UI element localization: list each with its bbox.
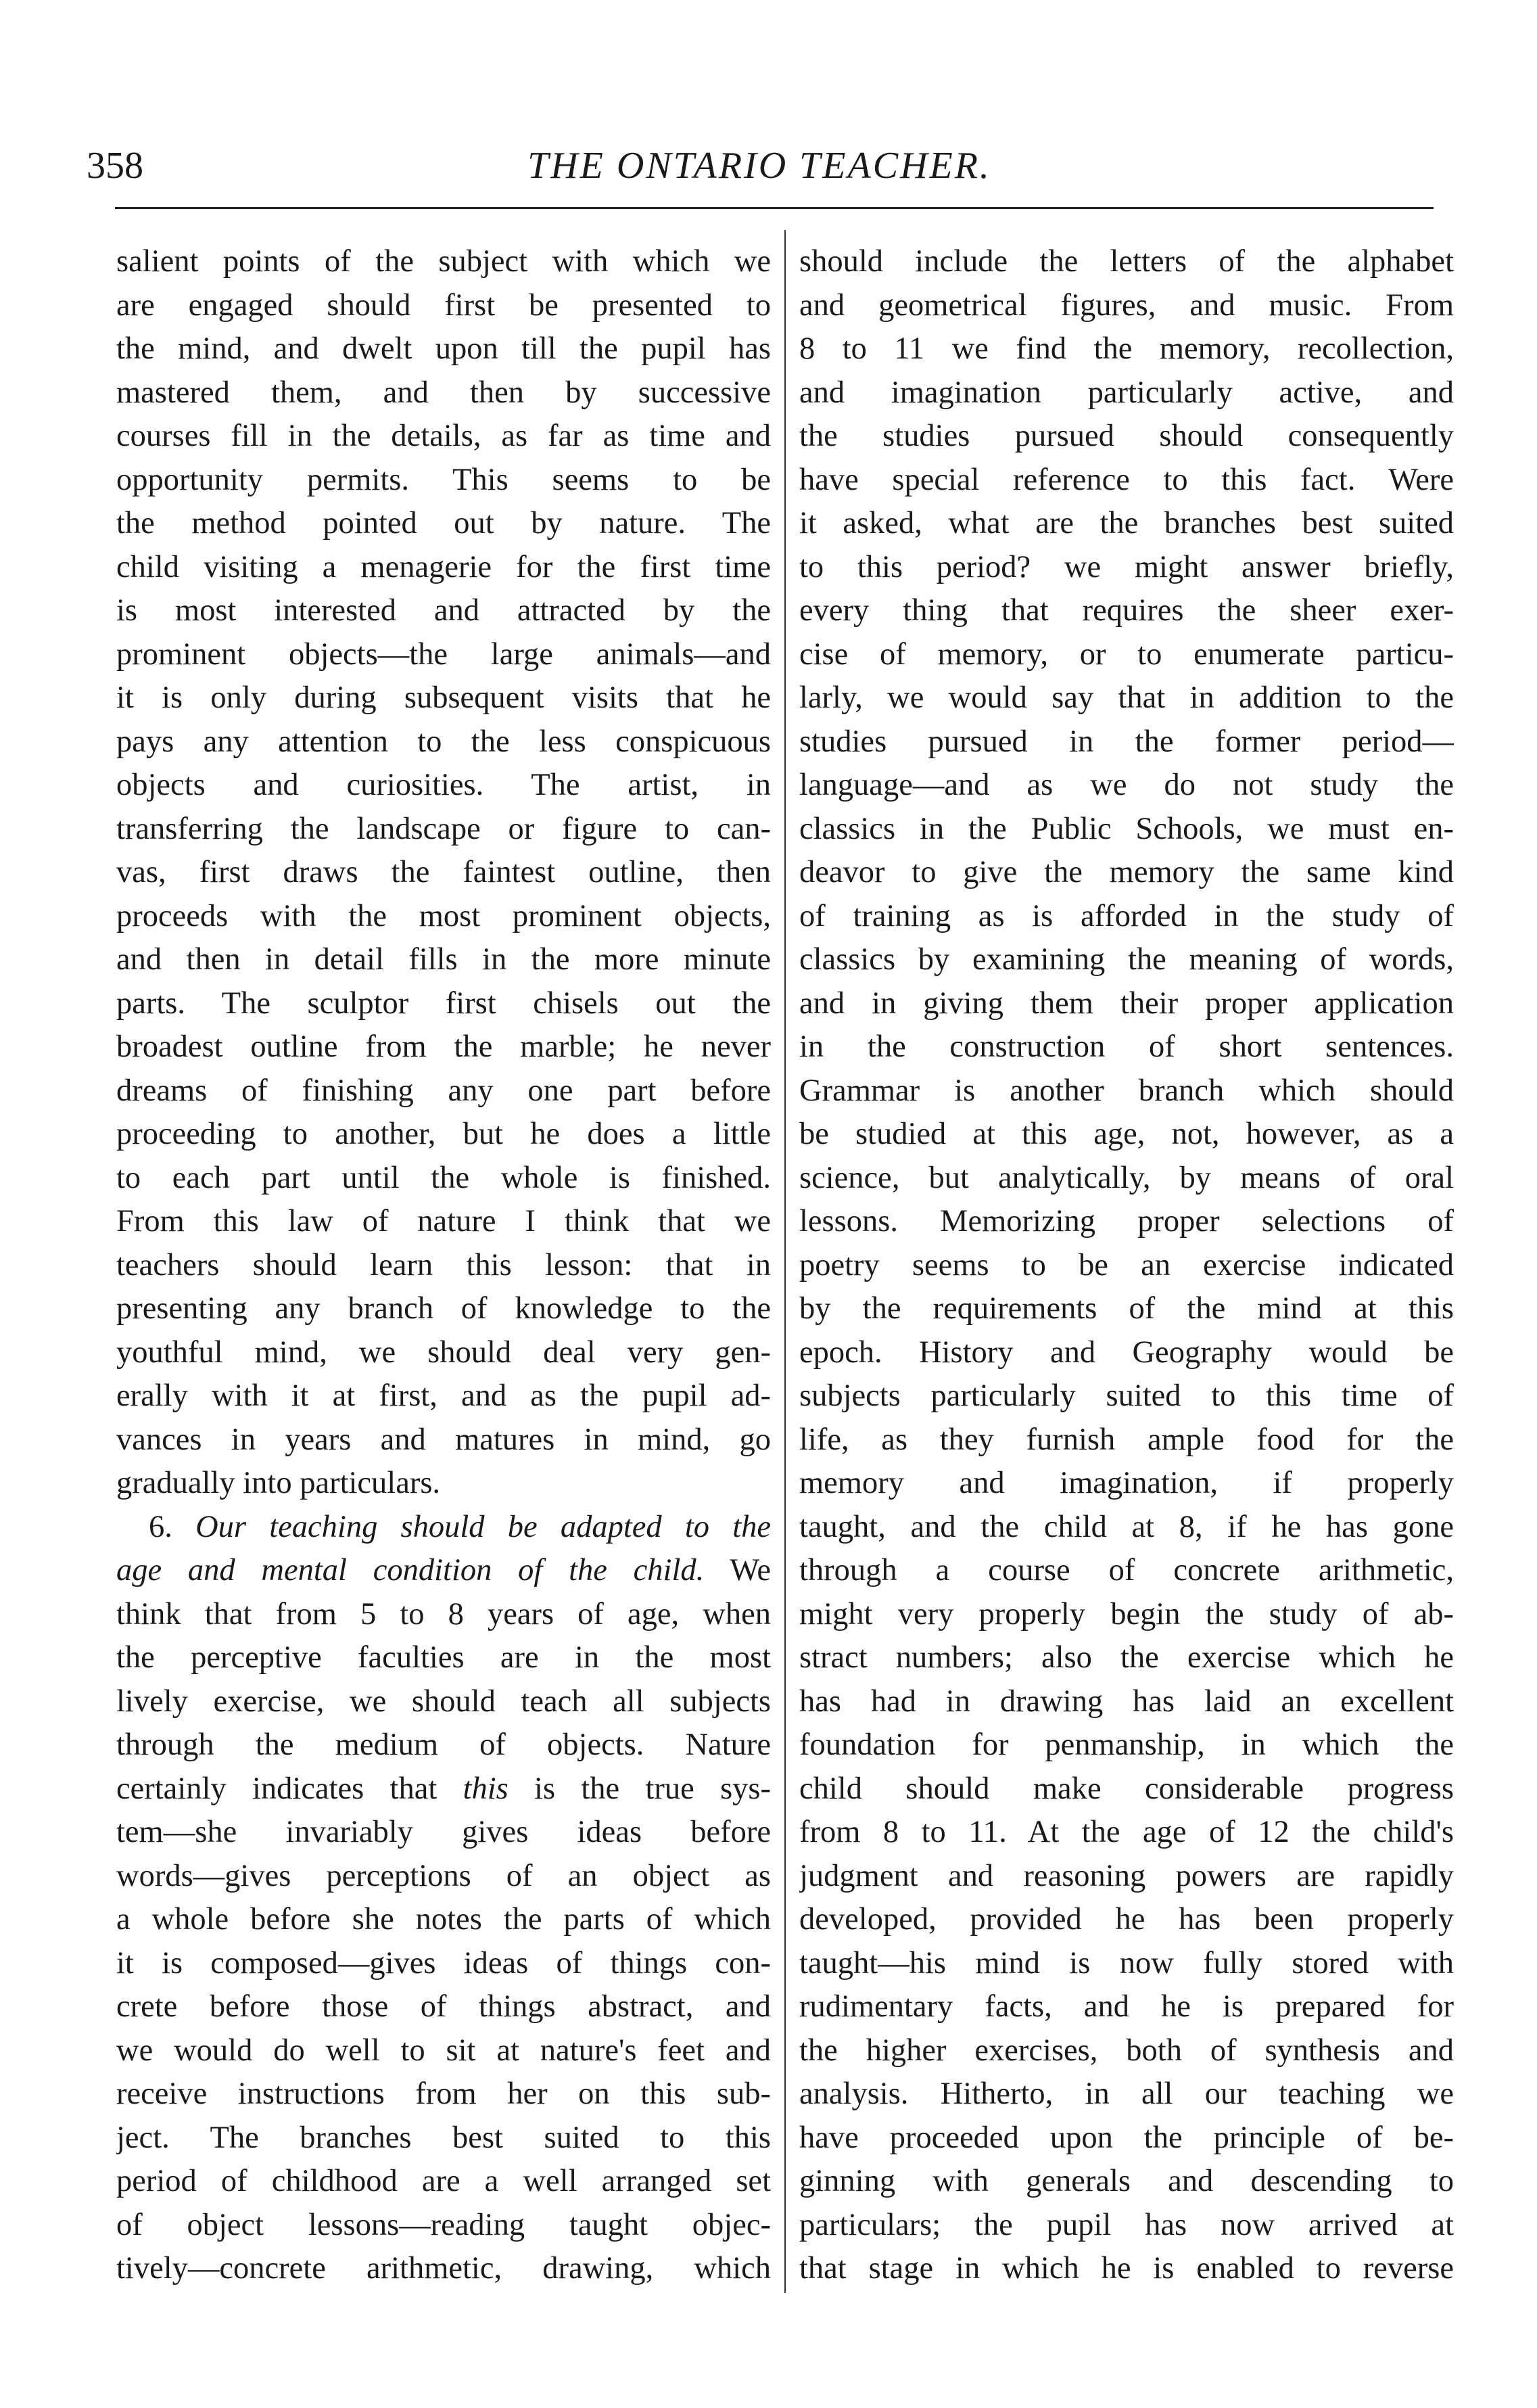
text-line: life, as they furnish ample food for the	[799, 1422, 1454, 1457]
text-line: the method pointed out by nature. The	[116, 506, 771, 540]
text-line: language—and as we do not study the	[799, 768, 1454, 802]
text-line: stract numbers; also the exercise which he	[799, 1640, 1454, 1675]
text-line: and imagination particularly active, and	[799, 375, 1454, 410]
text-line: memory and imagination, if properly	[799, 1466, 1454, 1500]
text-line: developed, provided he has been properly	[799, 1902, 1454, 1937]
text-line: larly, we would say that in addition to the	[799, 680, 1454, 715]
column-divider	[784, 230, 786, 2293]
text-line	[116, 1767, 771, 1811]
text-line: gradually into particulars.	[116, 1466, 441, 1500]
text-line: parts. The sculptor first chisels out the	[116, 986, 771, 1021]
line-suffix: We	[704, 1553, 771, 1588]
text-line: and then in detail fills in the more minute	[116, 942, 771, 977]
text-line: the higher exercises, both of synthesis and	[799, 2033, 1454, 2068]
text-line: courses fill in the details, as far as time and	[116, 419, 771, 453]
text-line: cise of memory, or to enumerate particu-	[799, 636, 1454, 672]
italic-text: Our teaching should be adapted to the	[195, 1509, 771, 1544]
text-line: crete before those of things abstract, and	[116, 1989, 771, 2024]
left-column	[116, 240, 771, 2291]
text-line: that stage in which he is enabled to reverse	[799, 2251, 1454, 2286]
text-line: rudimentary facts, and he is prepared for	[799, 1989, 1454, 2024]
text-line: of training as is afforded in the study of	[799, 898, 1454, 933]
text-line: salient points of the subject with which we	[116, 244, 771, 279]
text-line: opportunity permits. This seems to be	[116, 462, 771, 497]
text-line: from 8 to 11. At the age of 12 the child's	[799, 1815, 1454, 1849]
text-line: transferring the landscape or figure to can-	[116, 811, 771, 846]
text-line: it is composed—gives ideas of things con-	[116, 1945, 771, 1981]
text-line: child visiting a menagerie for the first time	[116, 549, 771, 584]
text-line: of object lessons—reading taught objec-	[116, 2207, 771, 2242]
text-line: vas, first draws the faintest outline, then	[116, 855, 771, 889]
text-line: words—gives perceptions of an object as	[116, 1858, 771, 1893]
text-line: mastered them, and then by successive	[116, 375, 771, 410]
text-line: receive instructions from her on this sub-	[116, 2077, 771, 2111]
text-line: judgment and reasoning powers are rapidly	[799, 1858, 1454, 1893]
text-line: Grammar is another branch which should	[799, 1073, 1454, 1108]
text-line: the studies pursued should consequently	[799, 419, 1454, 453]
text-line: is most interested and attracted by the	[116, 593, 771, 628]
text-line: have proceeded upon the principle of be-	[799, 2120, 1454, 2155]
text-line: are engaged should first be presented to	[116, 287, 771, 323]
text-line: From this law of nature I think that we	[116, 1204, 771, 1238]
text-line: might very properly begin the study of ab-	[799, 1596, 1454, 1631]
text-line: vances in years and matures in mind, go	[116, 1422, 771, 1457]
text-line: ginning with generals and descending to	[799, 2164, 1454, 2198]
text-line: proceeding to another, but he does a little	[116, 1117, 771, 1151]
text-line: science, but analytically, by means of oral	[799, 1160, 1454, 1195]
text-line: a whole before she notes the parts of which	[116, 1902, 771, 1937]
text-line: dreams of finishing any one part before	[116, 1073, 771, 1108]
text-line: tem—she invariably gives ideas before	[116, 1815, 771, 1849]
text-line: think that from 5 to 8 years of age, when	[116, 1596, 771, 1631]
line-suffix: is the true sys-	[508, 1771, 771, 1806]
text-line: to each part until the whole is finished.	[116, 1160, 771, 1195]
italic-text: age and mental condition of the child.	[116, 1553, 705, 1588]
text-line: has had in drawing has laid an excellent	[799, 1684, 1454, 1719]
text-line: through a course of concrete arithmetic,	[799, 1553, 1454, 1588]
text-line: poetry seems to be an exercise indicated	[799, 1247, 1454, 1282]
text-line: and in giving them their proper application	[799, 986, 1454, 1021]
text-line: teachers should learn this lesson: that in	[116, 1247, 771, 1282]
text-line	[116, 1506, 771, 1550]
page-header	[87, 139, 1432, 193]
text-line: presenting any branch of knowledge to the	[116, 1291, 771, 1326]
text-line: taught, and the child at 8, if he has gone	[799, 1509, 1454, 1544]
text-line: have special reference to this fact. Were	[799, 462, 1454, 497]
text-line: to this period? we might answer briefly,	[799, 549, 1454, 584]
running-title: THE ONTARIO TEACHER.	[527, 145, 991, 187]
text-line: 8 to 11 we find the memory, recollection,	[799, 331, 1454, 366]
header-rule	[115, 207, 1434, 209]
text-line: broadest outline from the marble; he never	[116, 1029, 771, 1064]
text-line: ject. The branches best suited to this	[116, 2120, 771, 2155]
text-line: subjects particularly suited to this time of	[799, 1379, 1454, 1413]
line-prefix: certainly indicates that	[116, 1771, 463, 1806]
text-line: every thing that requires the sheer exer-	[799, 593, 1454, 628]
text-line: taught—his mind is now fully stored with	[799, 1945, 1454, 1981]
italic-text: this	[463, 1771, 509, 1806]
text-line: youthful mind, we should deal very gen-	[116, 1335, 771, 1370]
text-line: studies pursued in the former period—	[799, 724, 1454, 759]
text-line: in the construction of short sentences.	[799, 1029, 1454, 1064]
text-line	[116, 1549, 771, 1593]
text-line: and geometrical figures, and music. From	[799, 287, 1454, 323]
text-line: it asked, what are the branches best suited	[799, 506, 1454, 540]
text-line: should include the letters of the alphabet	[799, 244, 1454, 279]
text-line: erally with it at first, and as the pupil ad-	[116, 1379, 771, 1413]
text-line: lively exercise, we should teach all subjects	[116, 1684, 771, 1719]
text-line: period of childhood are a well arranged set	[116, 2164, 771, 2198]
text-line: classics by examining the meaning of words,	[799, 942, 1454, 977]
text-line: be studied at this age, not, however, as a	[799, 1117, 1454, 1151]
text-line: proceeds with the most prominent objects,	[116, 898, 771, 933]
text-line: classics in the Public Schools, we must en-	[799, 811, 1454, 846]
text-line: the perceptive faculties are in the most	[116, 1640, 771, 1675]
text-line: pays any attention to the less conspicuous	[116, 724, 771, 759]
text-line: child should make considerable progress	[799, 1771, 1454, 1806]
text-line: deavor to give the memory the same kind	[799, 855, 1454, 889]
page-number: 358	[87, 145, 143, 187]
text-line: the mind, and dwelt upon till the pupil has	[116, 331, 771, 366]
text-line: particulars; the pupil has now arrived at	[799, 2207, 1454, 2242]
text-line: prominent objects—the large animals—and	[116, 636, 771, 672]
text-line: by the requirements of the mind at this	[799, 1291, 1454, 1326]
text-line: it is only during subsequent visits that he	[116, 680, 771, 715]
text-line: analysis. Hitherto, in all our teaching we	[799, 2077, 1454, 2111]
text-line: we would do well to sit at nature's feet and	[116, 2033, 771, 2068]
text-line: lessons. Memorizing proper selections of	[799, 1204, 1454, 1238]
text-line: through the medium of objects. Nature	[116, 1728, 771, 1762]
right-column	[799, 240, 1454, 2291]
text-line: foundation for penmanship, in which the	[799, 1728, 1454, 1762]
text-line: objects and curiosities. The artist, in	[116, 768, 771, 802]
line-prefix: 6.	[149, 1509, 196, 1544]
text-line: epoch. History and Geography would be	[799, 1335, 1454, 1370]
text-line: tively—concrete arithmetic, drawing, which	[116, 2251, 771, 2286]
